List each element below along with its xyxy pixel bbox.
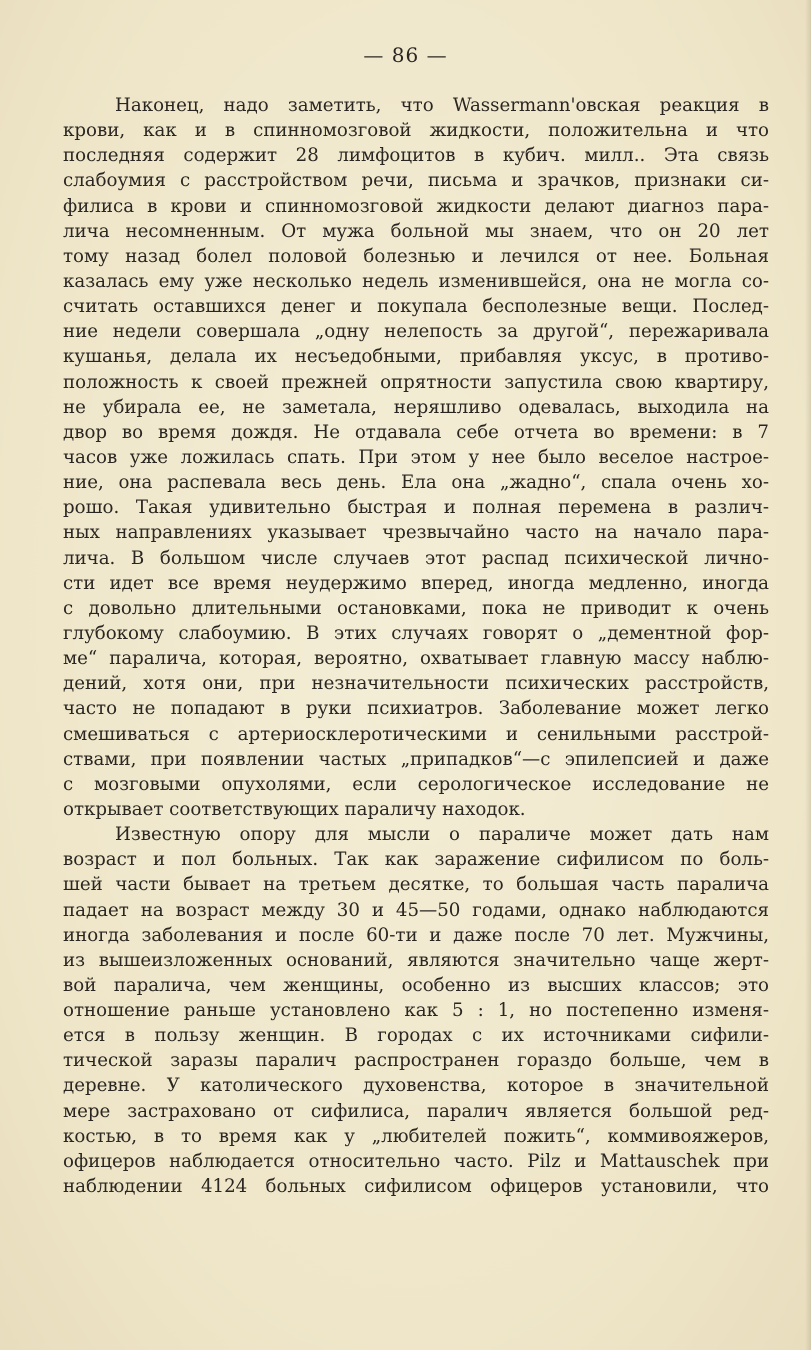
text-line: тому назад болел половой болезнью и лечился от нее. Больная [63, 245, 769, 267]
text-line: рошо. Такая удивительно быстрая и полная перемена в различ- [63, 497, 769, 519]
text-line: вой паралича, чем женщины, особенно из высших классов; это [63, 974, 769, 996]
text-line: часов уже ложилась спать. При этом у нее было веселое настрое- [63, 446, 769, 468]
text-line: шей части бывает на третьем десятке, то большая часть паралича [63, 874, 769, 896]
text-line: дений, хотя они, при незначительности психических расстройств, [63, 673, 769, 695]
text-line: иногда заболевания и после 60-ти и даже после 70 лет. Мужчины, [63, 924, 769, 946]
text-line: лича несомненным. От мужа больной мы знаем, что он 20 лет [63, 220, 769, 242]
text-line: падает на возраст между 30 и 45—50 годами, однако наблюдаются [63, 899, 769, 921]
text-line: открывает соответствующих параличу находок. [63, 798, 526, 820]
text-line: двор во время дождя. Не отдавала себе отчета во времени: в 7 [63, 421, 769, 443]
text-line: ме“ паралича, которая, вероятно, охватывает главную массу наблю- [63, 648, 769, 670]
text-line: деревне. У католического духовенства, которое в значительной [63, 1075, 769, 1097]
text-line: ется в пользу женщин. В городах с их источниками сифили- [63, 1025, 769, 1047]
text-line: офицеров наблюдается относительно часто. Pilz и Mattauschek при [63, 1150, 769, 1172]
text-line: ствами, при появлении частых „припадков“—с эпилепсией и даже [63, 748, 769, 770]
text-line: положность к своей прежней опрятности запустила свою квартиру, [63, 371, 769, 393]
text-line: последняя содержит 28 лимфоцитов в кубич. милл.. Эта связь [63, 145, 769, 167]
text-line: ние, она распевала весь день. Ела она „жадно“, спала очень хо- [63, 472, 769, 494]
text-line: кушанья, делала их несъедобными, прибавляя уксус, в противо- [63, 346, 769, 368]
text-line: лича. В большом числе случаев этот распад психической лично- [63, 547, 769, 569]
text-line: тической заразы паралич распространен гораздо больше, чем в [63, 1050, 769, 1072]
text-line: костью, в то время как у „любителей пожить“, коммивояжеров, [63, 1125, 769, 1147]
text-line: из вышеизложенных оснований, являются значительно чаще жерт- [63, 949, 769, 971]
text-line: крови, как и в спинномозговой жидкости, положительна и что [63, 120, 769, 142]
text-line: сти идет все время неудержимо вперед, иногда медленно, иногда [63, 572, 769, 594]
text-line: смешиваться с артериосклеротическими и сенильными расстрой- [63, 723, 769, 745]
text-line: казалась ему уже несколько недель изменившейся, она не могла со- [63, 270, 769, 292]
text-line: с мозговыми опухолями, если серологическое исследование не [63, 773, 769, 795]
text-line: возраст и пол больных. Так как заражение сифилисом по боль- [63, 849, 769, 871]
text-line: филиса в крови и спинномозговой жидкости делают диагноз пара- [63, 195, 769, 217]
text-line: отношение раньше установлено как 5 : 1, но постепенно изменя- [63, 1000, 769, 1022]
text-line: мере застраховано от сифилиса, паралич является большой ред- [63, 1100, 769, 1122]
text-line: наблюдении 4124 больных сифилисом офицеров установили, что [63, 1176, 769, 1198]
text-line: ние недели совершала „одну нелепость за другой“, пережаривала [63, 321, 769, 343]
text-line: глубокому слабоумию. В этих случаях говорят о „дементной фор- [63, 622, 769, 644]
page-edge-shadow [805, 0, 811, 1350]
body-text [63, 93, 769, 1199]
text-line: слабоумия с расстройством речи, письма и зрачков, признаки си- [63, 170, 769, 192]
text-line: с довольно длительными остановками, пока не приводит к очень [63, 597, 769, 619]
paragraph-1 [63, 93, 769, 822]
text-line: ных направлениях указывает чрезвычайно часто на начало пара- [63, 522, 769, 544]
text-line: Известную опору для мысли о параличе может дать нам [115, 824, 769, 846]
text-line: не убирала ее, не заметала, неряшливо одевалась, выходила на [63, 396, 769, 418]
text-line: часто не попадают в руки психиатров. Заболевание может легко [63, 698, 769, 720]
page-number: — 86 — [363, 43, 448, 67]
paragraph-2 [63, 822, 769, 1199]
text-line: Наконец, надо заметить, что Wassermann'овская реакция в [115, 95, 769, 116]
text-line: считать оставшихся денег и покупала бесполезные вещи. Послед- [63, 296, 769, 318]
